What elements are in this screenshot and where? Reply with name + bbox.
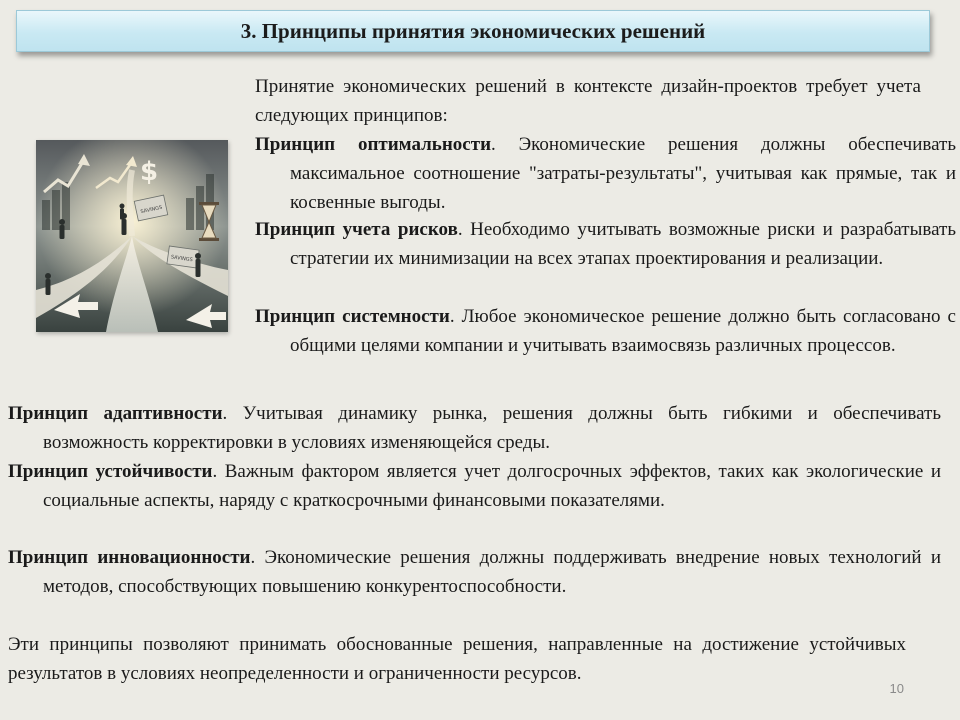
principle-term: Принцип инновационности	[8, 547, 251, 568]
savings-sign-icon-2	[167, 246, 199, 268]
svg-text:SAVINGS: SAVINGS	[140, 204, 163, 216]
principle-text: . Необходимо учитывать возможные риски и разрабатывать стратегии их минимизации на всех этапах проектирования и реализации.	[290, 219, 956, 269]
intro-paragraph: Принятие экономических решений в контексте дизайн-проектов требует учета следующих принципов:	[255, 76, 921, 126]
principle-sustainability	[8, 457, 941, 515]
principle-innovation	[8, 543, 941, 601]
principle-systemic	[255, 302, 956, 360]
principle-adaptivity	[8, 399, 941, 457]
principle-term: Принцип учета рисков	[255, 219, 458, 240]
illustration-svg	[36, 140, 228, 332]
principle-term: Принцип системности	[255, 306, 450, 327]
principle-text: . Экономические решения должны поддерживать внедрение новых технологий и методов, способствующих повышению конкурентоспособности.	[43, 547, 942, 597]
principle-optimality	[255, 130, 956, 217]
principle-term: Принцип устойчивости	[8, 461, 213, 482]
principle-text: . Учитывая динамику рынка, решения должны быть гибкими и обеспечивать возможность корректировки в условиях изменяющейся среды.	[43, 403, 942, 453]
conclusion-paragraph: Эти принципы позволяют принимать обоснованные решения, направленные на достижение устойчивых результатов в условиях неопределенности и ограниченности ресурсов.	[8, 634, 906, 684]
road-far	[130, 170, 132, 236]
economic-decisions-illustration	[36, 140, 228, 332]
principle-term: Принцип оптимальности	[255, 134, 492, 155]
dollar-sign-icon: $	[140, 157, 159, 187]
principle-term: Принцип адаптивности	[8, 403, 223, 424]
principle-text: . Любое экономическое решение должно быть согласовано с общими целями компании и учитывать взаимосвязь различных процессов.	[290, 306, 956, 356]
principle-text: . Экономические решения должны обеспечивать максимальное соотношение "затраты-результаты", учитывая как прямые, так и косвенные выгоды.	[290, 134, 956, 213]
principle-text: . Важным фактором является учет долгосрочных эффектов, таких как экологические и социальные аспекты, наряду с краткосрочными финансовыми показателями.	[43, 461, 941, 511]
svg-text:SAVINGS: SAVINGS	[170, 254, 194, 264]
slide-title-bar	[16, 10, 930, 52]
slide-title: 3. Принципы принятия экономических решений	[240, 18, 706, 43]
principle-risks	[255, 215, 956, 273]
page-number: 10	[889, 681, 904, 696]
